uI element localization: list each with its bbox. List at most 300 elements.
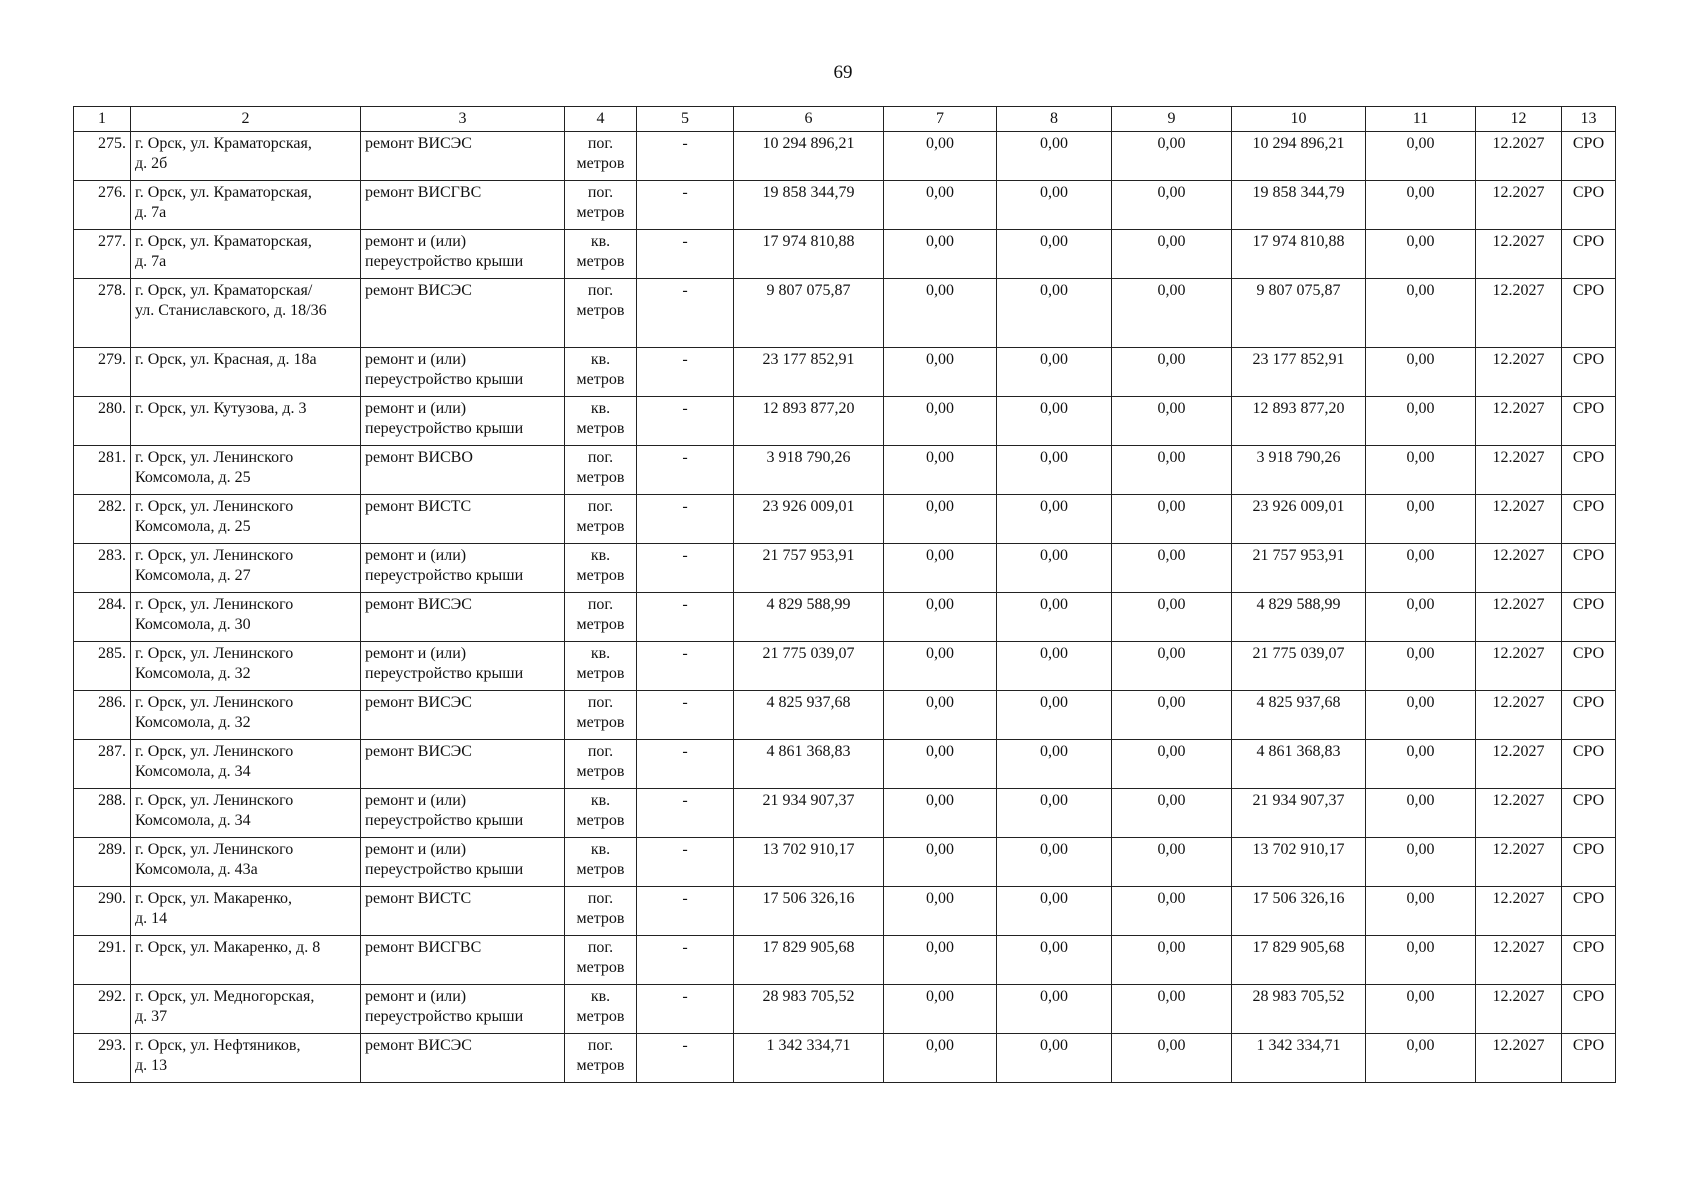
address-cell (131, 789, 361, 838)
source-cell (1562, 544, 1616, 593)
source-cell-text: СРО (1572, 135, 1605, 152)
row-number-cell-text: 292. (98, 988, 126, 1005)
row-number-cell (74, 936, 131, 985)
unit-cell-text: метров (576, 469, 625, 486)
address-cell-text: г. Орск, ул. Краматорская/ (135, 282, 313, 299)
unit-cell (565, 279, 637, 348)
table-row (74, 789, 1616, 838)
deadline-cell-text: 12.2027 (1492, 135, 1545, 152)
column-10-cell-text: 1 342 334,71 (1256, 1037, 1341, 1054)
column-9-cell-text: 0,00 (1157, 841, 1186, 858)
table-row (74, 348, 1616, 397)
row-number-cell-text: 284. (98, 596, 126, 613)
unit-cell-text: метров (576, 910, 625, 927)
deadline-cell-text: 12.2027 (1492, 890, 1545, 907)
column-11-cell (1366, 691, 1476, 740)
column-11-cell-text: 0,00 (1406, 184, 1435, 201)
work-type-cell (361, 132, 565, 181)
total-cost-cell-text: 17 829 905,68 (762, 939, 855, 956)
work-type-cell-text: ремонт и (или) (365, 233, 467, 250)
source-cell-text: СРО (1572, 184, 1605, 201)
column-10-cell-text: 10 294 896,21 (1252, 135, 1345, 152)
work-type-cell (361, 789, 565, 838)
column-7-cell (884, 230, 997, 279)
column-5-cell-text: - (682, 988, 688, 1005)
column-11-cell-text: 0,00 (1406, 1037, 1435, 1054)
column-9-cell (1112, 181, 1232, 230)
row-number-cell-text: 280. (98, 400, 126, 417)
column-10-cell-text: 21 757 953,91 (1252, 547, 1345, 564)
column-10-cell-text: 23 926 009,01 (1252, 498, 1345, 515)
address-cell-text: г. Орск, ул. Кутузова, д. 3 (135, 400, 307, 417)
column-9-cell (1112, 985, 1232, 1034)
column-11-cell (1366, 279, 1476, 348)
row-number-cell-text: 281. (98, 449, 126, 466)
row-number-cell (74, 495, 131, 544)
column-header: 2 (131, 107, 361, 132)
column-10-cell-text: 19 858 344,79 (1252, 184, 1345, 201)
column-7-cell-text: 0,00 (926, 449, 954, 466)
column-10-cell-text: 4 829 588,99 (1256, 596, 1341, 613)
source-cell-text: СРО (1572, 841, 1605, 858)
deadline-cell (1476, 495, 1562, 544)
column-11-cell (1366, 985, 1476, 1034)
unit-cell (565, 230, 637, 279)
column-7-cell (884, 495, 997, 544)
column-5-cell (637, 593, 734, 642)
column-10-cell (1232, 789, 1366, 838)
unit-cell (565, 740, 637, 789)
table-row (74, 936, 1616, 985)
column-8-cell (997, 279, 1112, 348)
deadline-cell-text: 12.2027 (1492, 743, 1545, 760)
source-cell-text: СРО (1572, 282, 1605, 299)
address-cell (131, 691, 361, 740)
column-9-cell (1112, 838, 1232, 887)
column-5-cell (637, 1034, 734, 1083)
total-cost-cell (734, 181, 884, 230)
address-cell (131, 446, 361, 495)
column-11-cell (1366, 348, 1476, 397)
address-cell-text: г. Орск, ул. Макаренко, д. 8 (135, 939, 321, 956)
column-7-cell-text: 0,00 (926, 694, 954, 711)
unit-cell-text: метров (576, 1057, 625, 1074)
column-8-cell (997, 740, 1112, 789)
column-8-cell-text: 0,00 (1040, 351, 1068, 368)
work-type-cell (361, 838, 565, 887)
deadline-cell-text: 12.2027 (1492, 1037, 1545, 1054)
column-9-cell (1112, 887, 1232, 936)
column-header: 10 (1232, 107, 1366, 132)
deadline-cell (1476, 936, 1562, 985)
table-row (74, 838, 1616, 887)
address-cell (131, 181, 361, 230)
total-cost-cell-text: 9 807 075,87 (766, 282, 851, 299)
column-8-cell-text: 0,00 (1040, 890, 1068, 907)
column-10-cell-text: 3 918 790,26 (1256, 449, 1341, 466)
address-cell-text: Комсомола, д. 25 (135, 469, 251, 486)
unit-cell-text: кв. (590, 233, 611, 250)
total-cost-cell-text: 19 858 344,79 (762, 184, 855, 201)
column-11-cell-text: 0,00 (1406, 694, 1435, 711)
column-10-cell (1232, 348, 1366, 397)
work-type-cell (361, 642, 565, 691)
column-9-cell-text: 0,00 (1157, 596, 1186, 613)
unit-cell (565, 132, 637, 181)
work-type-cell-text: ремонт ВИСГВС (365, 939, 482, 956)
address-cell-text: г. Орск, ул. Ленинского (135, 841, 294, 858)
column-10-cell (1232, 544, 1366, 593)
unit-cell (565, 985, 637, 1034)
work-type-cell (361, 936, 565, 985)
work-type-cell-text: переустройство крыши (365, 371, 524, 388)
column-10-cell-text: 4 825 937,68 (1256, 694, 1341, 711)
column-10-cell-text: 17 829 905,68 (1252, 939, 1345, 956)
column-9-cell-text: 0,00 (1157, 233, 1186, 250)
column-10-cell-text: 28 983 705,52 (1252, 988, 1345, 1005)
work-type-cell-text: ремонт ВИСТС (365, 498, 472, 515)
column-10-cell-text: 23 177 852,91 (1252, 351, 1345, 368)
deadline-cell (1476, 838, 1562, 887)
total-cost-cell (734, 446, 884, 495)
table-row (74, 1034, 1616, 1083)
column-8-cell-text: 0,00 (1040, 841, 1068, 858)
column-9-cell (1112, 1034, 1232, 1083)
table-row (74, 642, 1616, 691)
column-11-cell (1366, 181, 1476, 230)
unit-cell-text: метров (576, 665, 625, 682)
column-11-cell-text: 0,00 (1406, 645, 1435, 662)
address-cell-text: Комсомола, д. 34 (135, 763, 251, 780)
work-type-cell-text: переустройство крыши (365, 665, 524, 682)
column-5-cell-text: - (682, 547, 688, 564)
column-header: 6 (734, 107, 884, 132)
column-10-cell (1232, 1034, 1366, 1083)
total-cost-cell (734, 397, 884, 446)
column-8-cell (997, 495, 1112, 544)
address-cell (131, 397, 361, 446)
total-cost-cell-text: 12 893 877,20 (762, 400, 855, 417)
column-9-cell (1112, 348, 1232, 397)
row-number-cell-text: 287. (98, 743, 126, 760)
column-10-cell-text: 21 934 907,37 (1252, 792, 1345, 809)
address-cell (131, 936, 361, 985)
deadline-cell-text: 12.2027 (1492, 988, 1545, 1005)
work-type-cell (361, 397, 565, 446)
column-10-cell-text: 17 974 810,88 (1252, 233, 1345, 250)
work-type-cell-text: ремонт и (или) (365, 645, 467, 662)
address-cell-text: г. Орск, ул. Макаренко, (135, 890, 293, 907)
unit-cell-text: метров (576, 204, 625, 221)
column-9-cell (1112, 691, 1232, 740)
row-number-cell (74, 691, 131, 740)
column-9-cell (1112, 544, 1232, 593)
total-cost-cell (734, 887, 884, 936)
column-11-cell-text: 0,00 (1406, 841, 1435, 858)
page-number: 69 (833, 62, 853, 83)
work-type-cell (361, 279, 565, 348)
column-7-cell-text: 0,00 (926, 547, 954, 564)
address-cell-text: г. Орск, ул. Красная, д. 18а (135, 351, 317, 368)
total-cost-cell (734, 348, 884, 397)
column-5-cell (637, 132, 734, 181)
column-8-cell (997, 181, 1112, 230)
column-10-cell (1232, 593, 1366, 642)
column-7-cell (884, 1034, 997, 1083)
table-row (74, 985, 1616, 1034)
total-cost-cell-text: 28 983 705,52 (762, 988, 855, 1005)
unit-cell-text: пог. (587, 743, 614, 760)
deadline-cell (1476, 181, 1562, 230)
source-cell (1562, 887, 1616, 936)
column-7-cell (884, 838, 997, 887)
column-7-cell (884, 279, 997, 348)
column-5-cell-text: - (682, 841, 688, 858)
work-type-cell-text: ремонт и (или) (365, 547, 467, 564)
address-cell (131, 495, 361, 544)
unit-cell-text: метров (576, 567, 625, 584)
total-cost-cell (734, 740, 884, 789)
column-5-cell-text: - (682, 449, 688, 466)
source-cell-text: СРО (1572, 400, 1605, 417)
column-8-cell-text: 0,00 (1040, 596, 1068, 613)
table-row (74, 446, 1616, 495)
column-11-cell (1366, 887, 1476, 936)
column-8-cell (997, 1034, 1112, 1083)
unit-cell (565, 691, 637, 740)
row-number-cell (74, 397, 131, 446)
row-number-cell-text: 288. (98, 792, 126, 809)
source-cell-text: СРО (1572, 890, 1605, 907)
work-type-cell-text: ремонт и (или) (365, 400, 467, 417)
column-9-cell-text: 0,00 (1157, 939, 1186, 956)
total-cost-cell-text: 13 702 910,17 (762, 841, 855, 858)
column-11-cell-text: 0,00 (1406, 743, 1435, 760)
source-cell (1562, 348, 1616, 397)
total-cost-cell-text: 21 775 039,07 (762, 645, 855, 662)
address-cell-text: г. Орск, ул. Краматорская, (135, 233, 312, 250)
column-11-cell (1366, 544, 1476, 593)
column-5-cell-text: - (682, 1037, 688, 1054)
column-8-cell-text: 0,00 (1040, 233, 1068, 250)
row-number-cell (74, 838, 131, 887)
unit-cell-text: кв. (590, 351, 611, 368)
column-11-cell (1366, 446, 1476, 495)
unit-cell (565, 593, 637, 642)
work-type-cell-text: переустройство крыши (365, 861, 524, 878)
unit-cell (565, 1034, 637, 1083)
address-cell-text: г. Орск, ул. Ленинского (135, 694, 294, 711)
table-row (74, 544, 1616, 593)
row-number-cell-text: 277. (98, 233, 126, 250)
source-cell (1562, 642, 1616, 691)
column-7-cell-text: 0,00 (926, 1037, 954, 1054)
row-number-cell-text: 291. (98, 939, 126, 956)
work-type-cell (361, 230, 565, 279)
column-8-cell-text: 0,00 (1040, 449, 1068, 466)
row-number-cell-text: 275. (98, 135, 126, 152)
column-5-cell-text: - (682, 645, 688, 662)
column-5-cell (637, 740, 734, 789)
column-9-cell (1112, 789, 1232, 838)
source-cell-text: СРО (1572, 988, 1605, 1005)
deadline-cell (1476, 446, 1562, 495)
source-cell (1562, 593, 1616, 642)
column-5-cell (637, 936, 734, 985)
unit-cell-text: пог. (587, 449, 614, 466)
row-number-cell-text: 276. (98, 184, 126, 201)
deadline-cell-text: 12.2027 (1492, 282, 1545, 299)
column-5-cell (637, 495, 734, 544)
address-cell-text: Комсомола, д. 34 (135, 812, 251, 829)
row-number-cell-text: 279. (98, 351, 126, 368)
unit-cell-text: кв. (590, 400, 611, 417)
total-cost-cell (734, 495, 884, 544)
column-8-cell-text: 0,00 (1040, 547, 1068, 564)
column-10-cell (1232, 132, 1366, 181)
address-cell-text: Комсомола, д. 32 (135, 714, 251, 731)
address-cell-text: г. Орск, ул. Ленинского (135, 645, 294, 662)
work-type-cell-text: ремонт ВИСЭС (365, 135, 472, 152)
row-number-cell-text: 283. (98, 547, 126, 564)
column-8-cell-text: 0,00 (1040, 645, 1068, 662)
column-8-cell-text: 0,00 (1040, 939, 1068, 956)
work-type-cell (361, 985, 565, 1034)
column-11-cell (1366, 936, 1476, 985)
row-number-cell (74, 132, 131, 181)
total-cost-cell-text: 23 177 852,91 (762, 351, 855, 368)
unit-cell-text: кв. (590, 988, 611, 1005)
table-row (74, 593, 1616, 642)
column-8-cell (997, 642, 1112, 691)
unit-cell-text: кв. (590, 792, 611, 809)
total-cost-cell (734, 691, 884, 740)
column-7-cell (884, 593, 997, 642)
column-7-cell (884, 348, 997, 397)
unit-cell (565, 838, 637, 887)
column-header: 9 (1112, 107, 1232, 132)
column-7-cell (884, 544, 997, 593)
work-type-cell-text: ремонт ВИСЭС (365, 1037, 472, 1054)
column-9-cell-text: 0,00 (1157, 351, 1186, 368)
unit-cell-text: пог. (587, 282, 614, 299)
work-type-cell-text: ремонт и (или) (365, 792, 467, 809)
column-11-cell (1366, 593, 1476, 642)
column-9-cell (1112, 495, 1232, 544)
source-cell (1562, 446, 1616, 495)
column-10-cell (1232, 495, 1366, 544)
address-cell-text: д. 2б (135, 155, 168, 172)
deadline-cell-text: 12.2027 (1492, 939, 1545, 956)
deadline-cell (1476, 691, 1562, 740)
row-number-cell-text: 290. (98, 890, 126, 907)
table-row (74, 397, 1616, 446)
address-cell-text: ул. Станиславского, д. 18/36 (135, 302, 327, 319)
column-header: 3 (361, 107, 565, 132)
column-8-cell (997, 397, 1112, 446)
column-11-cell (1366, 397, 1476, 446)
address-cell-text: Комсомола, д. 32 (135, 665, 251, 682)
column-9-cell (1112, 936, 1232, 985)
column-11-cell-text: 0,00 (1406, 233, 1435, 250)
column-10-cell (1232, 181, 1366, 230)
column-7-cell (884, 789, 997, 838)
address-cell (131, 230, 361, 279)
work-type-cell-text: переустройство крыши (365, 812, 524, 829)
unit-cell (565, 936, 637, 985)
column-5-cell (637, 691, 734, 740)
column-5-cell (637, 544, 734, 593)
address-cell-text: г. Орск, ул. Краматорская, (135, 135, 312, 152)
address-cell-text: д. 7а (135, 204, 167, 221)
source-cell (1562, 495, 1616, 544)
table-row (74, 132, 1616, 181)
column-11-cell-text: 0,00 (1406, 988, 1435, 1005)
column-9-cell (1112, 230, 1232, 279)
address-cell-text: г. Орск, ул. Ленинского (135, 449, 294, 466)
total-cost-cell (734, 544, 884, 593)
deadline-cell (1476, 230, 1562, 279)
table-row (74, 887, 1616, 936)
address-cell-text: Комсомола, д. 43а (135, 861, 258, 878)
total-cost-cell-text: 3 918 790,26 (766, 449, 851, 466)
column-9-cell-text: 0,00 (1157, 988, 1186, 1005)
row-number-cell (74, 593, 131, 642)
column-11-cell (1366, 495, 1476, 544)
address-cell-text: г. Орск, ул. Ленинского (135, 792, 294, 809)
total-cost-cell-text: 21 934 907,37 (762, 792, 855, 809)
total-cost-cell-text: 17 506 326,16 (762, 890, 855, 907)
column-8-cell (997, 985, 1112, 1034)
column-5-cell-text: - (682, 400, 688, 417)
total-cost-cell-text: 1 342 334,71 (766, 1037, 851, 1054)
row-number-cell (74, 230, 131, 279)
column-8-cell (997, 691, 1112, 740)
column-11-cell-text: 0,00 (1406, 890, 1435, 907)
column-7-cell-text: 0,00 (926, 743, 954, 760)
unit-cell-text: метров (576, 1008, 625, 1025)
total-cost-cell (734, 279, 884, 348)
column-5-cell-text: - (682, 351, 688, 368)
unit-cell-text: метров (576, 959, 625, 976)
table-row (74, 495, 1616, 544)
column-7-cell (884, 446, 997, 495)
unit-cell (565, 789, 637, 838)
unit-cell (565, 446, 637, 495)
total-cost-cell-text: 4 825 937,68 (766, 694, 851, 711)
deadline-cell-text: 12.2027 (1492, 547, 1545, 564)
deadline-cell-text: 12.2027 (1492, 498, 1545, 515)
column-11-cell-text: 0,00 (1406, 939, 1435, 956)
column-header: 1 (74, 107, 131, 132)
column-header: 11 (1366, 107, 1476, 132)
column-9-cell-text: 0,00 (1157, 547, 1186, 564)
source-cell (1562, 181, 1616, 230)
source-cell-text: СРО (1572, 792, 1605, 809)
address-cell-text: г. Орск, ул. Ленинского (135, 596, 294, 613)
column-8-cell-text: 0,00 (1040, 282, 1068, 299)
column-7-cell-text: 0,00 (926, 282, 954, 299)
column-7-cell (884, 691, 997, 740)
table-row (74, 181, 1616, 230)
work-type-cell (361, 691, 565, 740)
deadline-cell-text: 12.2027 (1492, 449, 1545, 466)
column-header: 7 (884, 107, 997, 132)
deadline-cell (1476, 789, 1562, 838)
deadline-cell (1476, 593, 1562, 642)
work-type-cell (361, 740, 565, 789)
source-cell-text: СРО (1572, 939, 1605, 956)
